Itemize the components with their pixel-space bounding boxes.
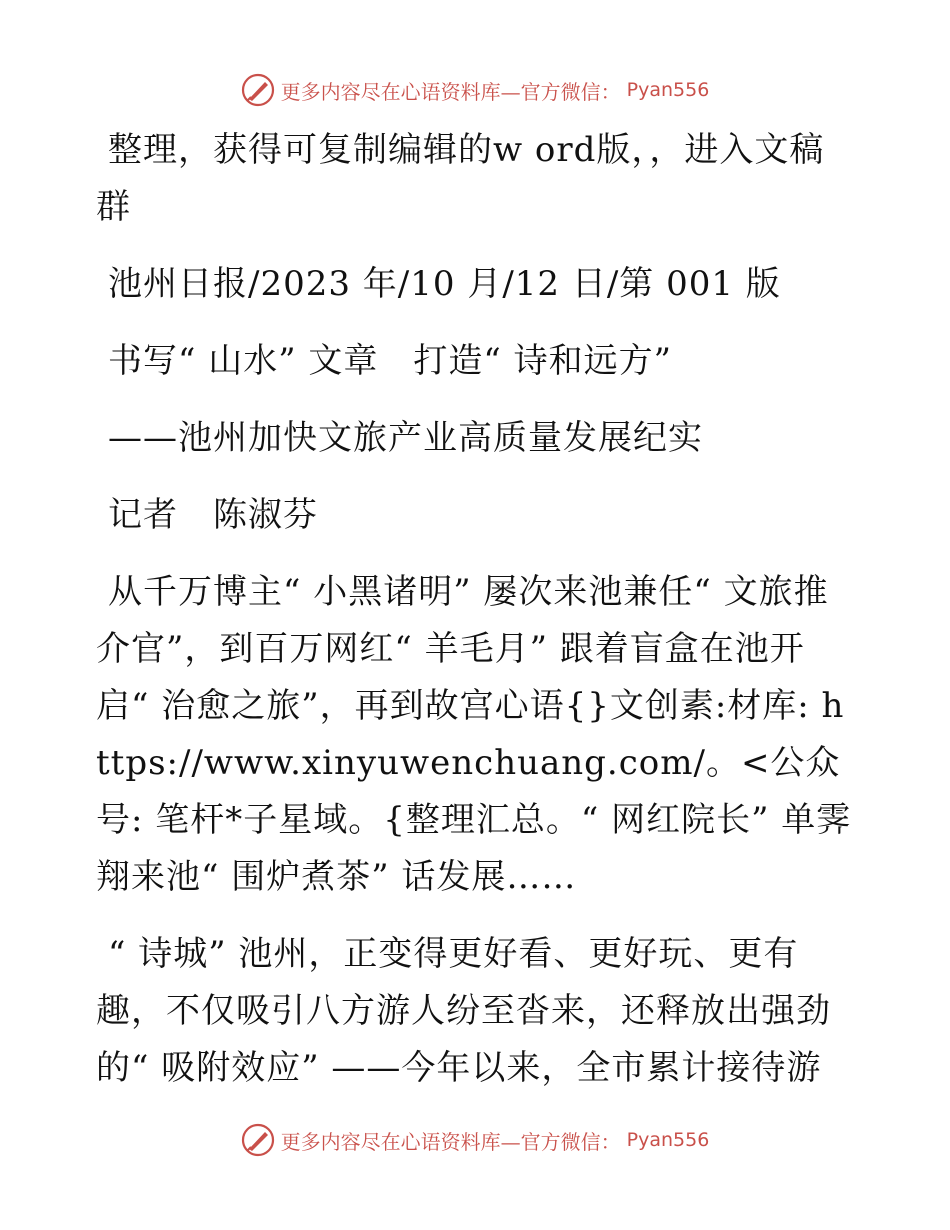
footer-watermark-banner bbox=[0, 1120, 950, 1160]
byline: 记者 陈淑芬 bbox=[108, 495, 318, 535]
header-wechat-id: Pyan556 bbox=[626, 79, 710, 101]
body-paragraph: 从千万博主“ 小黑诸明” 屡次来池兼任“ 文旅推介官”，到百万网红“ 羊毛月” 跟着盲盒在池开启“ 治愈之旅”，再到故宫心语{}文创素:材库: https://www.xinyuwenchuang.com/。<公众号: 笔杆*子星域。{整理汇总。“ 网红院长” 单霁翔来池“ 围炉煮茶” 话发展…… bbox=[96, 572, 852, 897]
feather-pen-logo-icon bbox=[241, 1123, 275, 1157]
article-title: 书写“ 山水” 文章 打造“ 诗和远方” bbox=[108, 341, 672, 381]
feather-pen-logo-icon bbox=[241, 73, 275, 107]
document-body bbox=[96, 122, 856, 1117]
header-watermark-banner bbox=[0, 70, 950, 110]
article-subtitle: ——池州加快文旅产业高质量发展纪实 bbox=[108, 418, 703, 458]
body-paragraph: “ 诗城” 池州，正变得更好看、更好玩、更有趣，不仅吸引八方游人纷至沓来，还释放出强劲的“ 吸附效应” ——今年以来，全市累计接待游 bbox=[96, 934, 831, 1088]
footer-wechat-id: Pyan556 bbox=[626, 1129, 710, 1151]
intro-paragraph: 整理，获得可复制编辑的w ord版，，进入文稿群 bbox=[96, 130, 825, 227]
source-line: 池州日报/2023 年/10 月/12 日/第 001 版 bbox=[108, 264, 781, 304]
footer-banner-text: 更多内容尽在心语资料库—官方微信： bbox=[280, 1129, 621, 1154]
header-banner-text: 更多内容尽在心语资料库—官方微信： bbox=[280, 79, 621, 104]
